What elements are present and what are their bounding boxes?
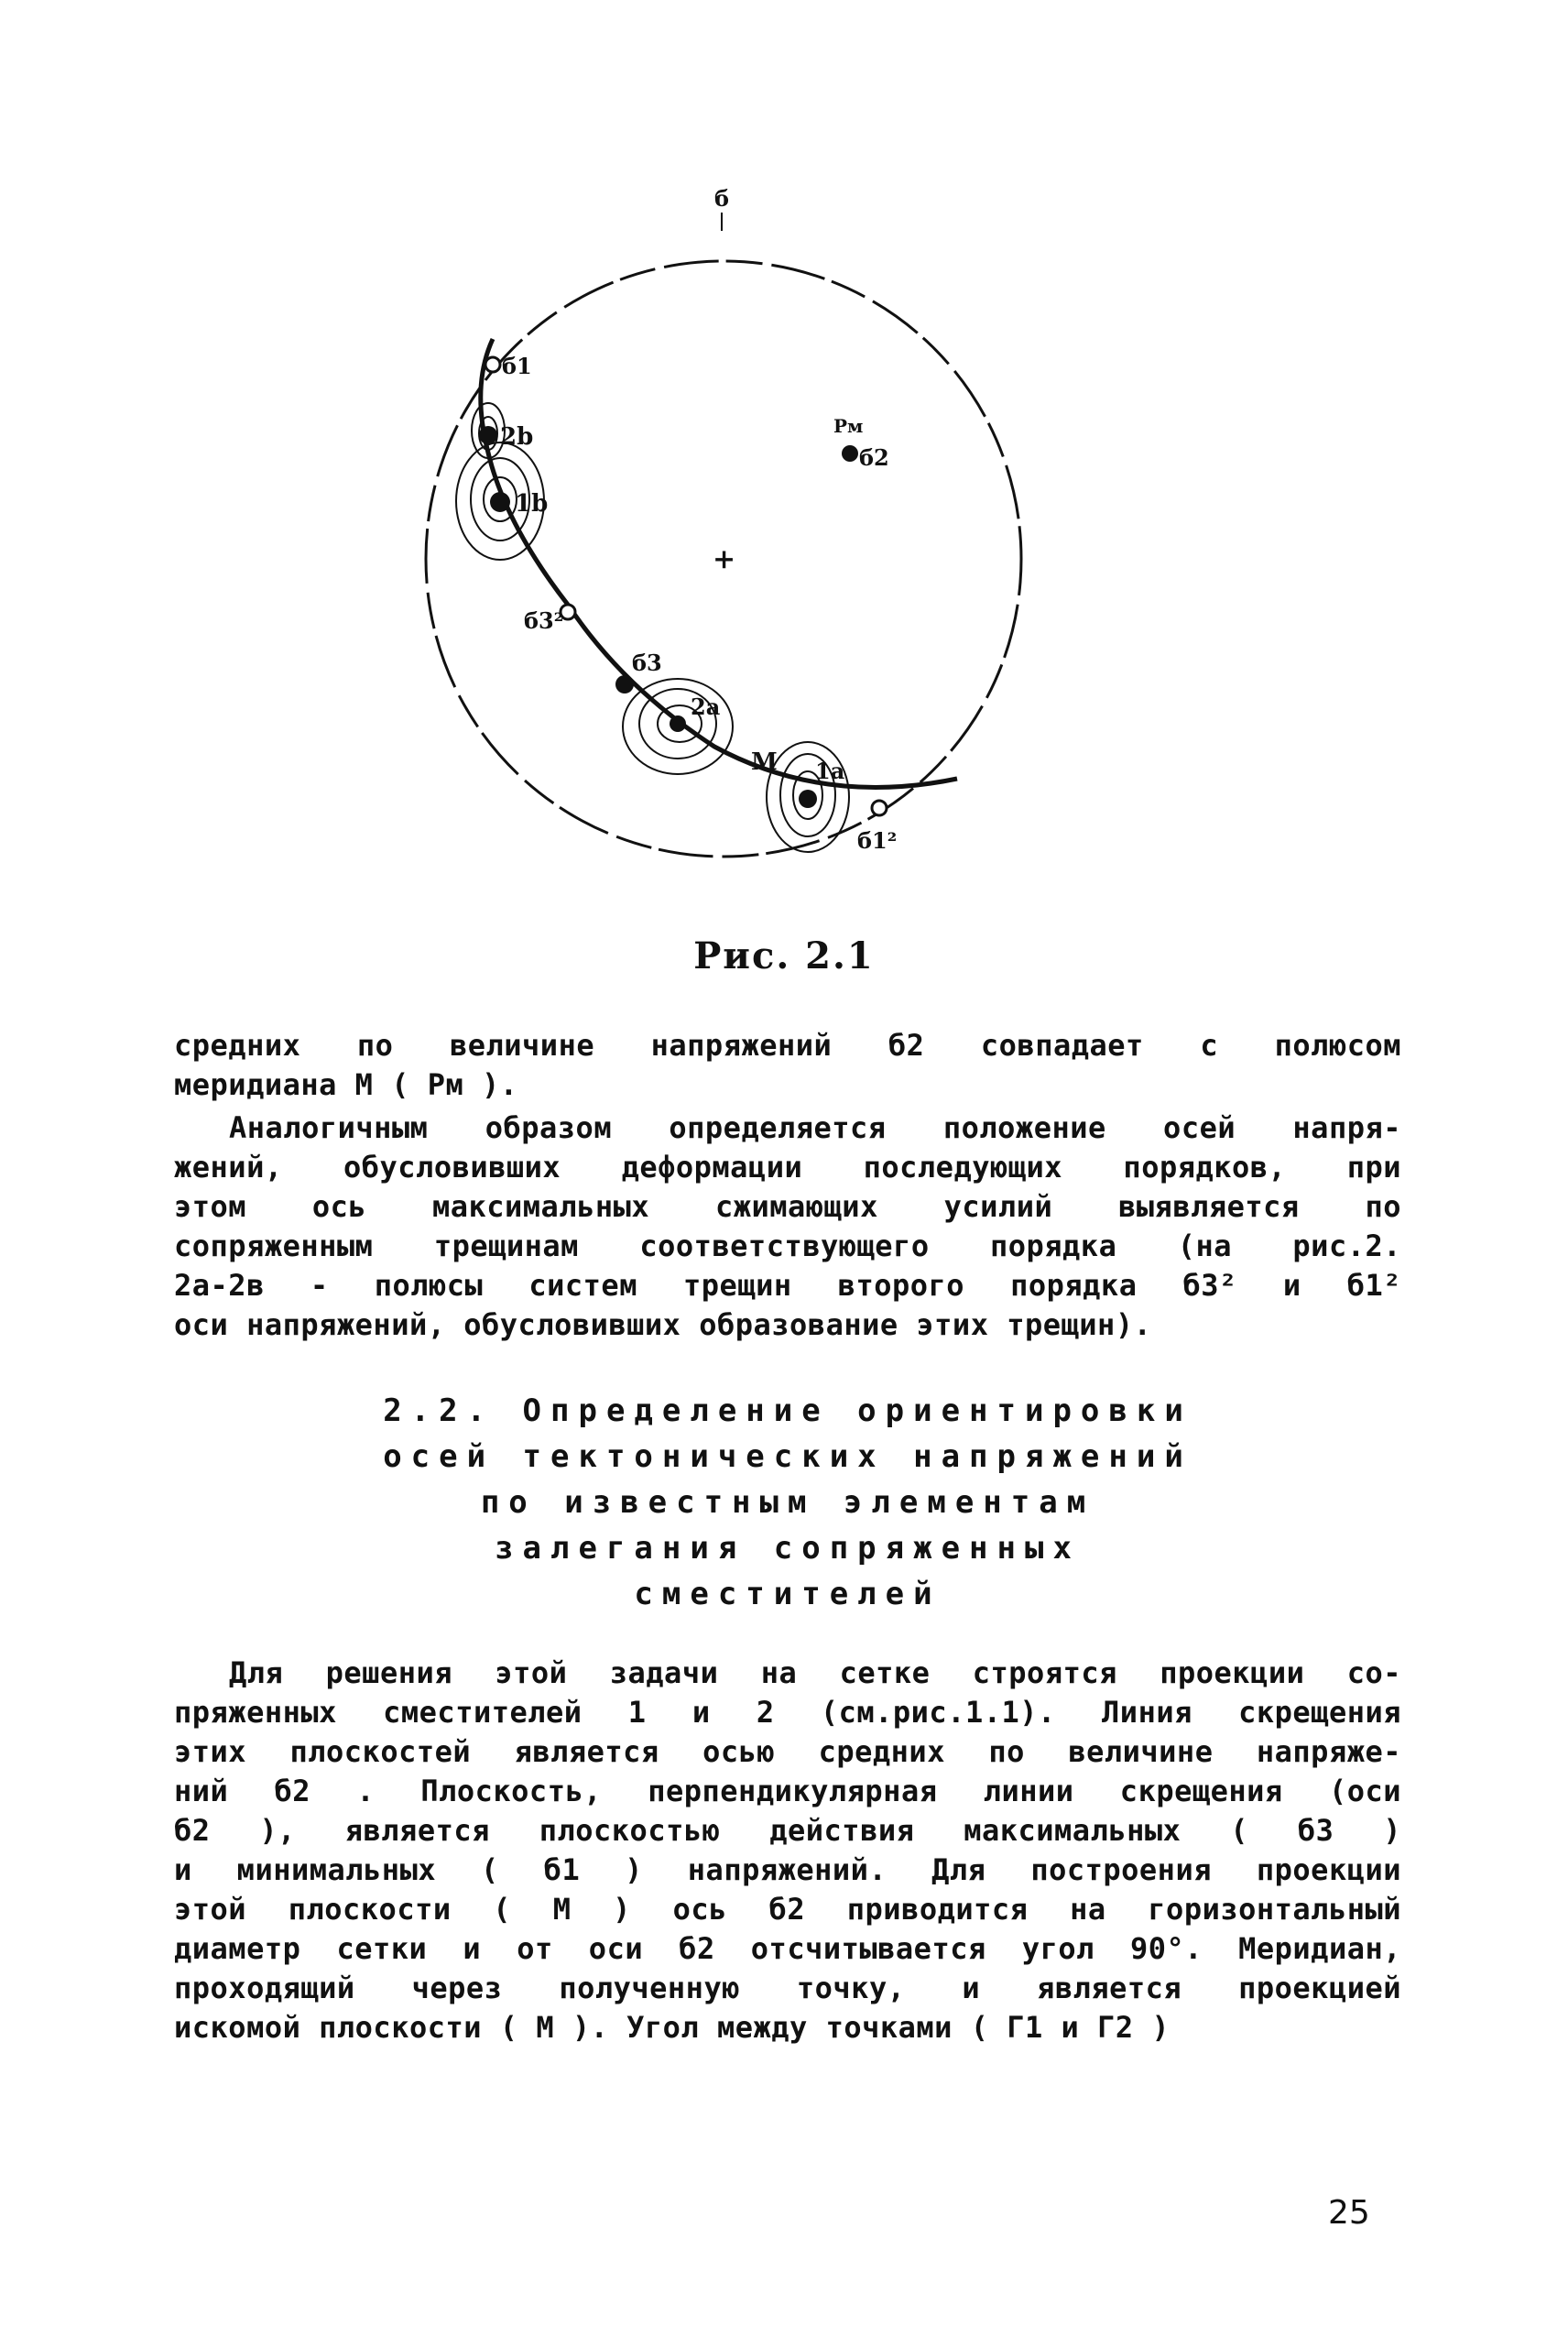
meridian-M-label: M <box>751 748 778 776</box>
para2-line: жений, обусловивших деформации последующих порядков, при <box>174 1150 1401 1185</box>
para3-line: диаметр сетки и от оси б2 отсчитывается угол 90°. Меридиан, <box>174 1931 1401 1966</box>
sigma2-label: б2 <box>859 444 889 471</box>
para3-line: искомой плоскости ( М ). Угол между точками ( Г1 и Г2 ) <box>174 2010 1171 2045</box>
heading-line: по известным элементам <box>480 1484 1095 1521</box>
sigma1-point <box>485 357 500 372</box>
pole-Pm-point <box>842 445 858 462</box>
sigma3-point <box>615 675 634 693</box>
para2-line: этом ось максимальных сжимающих усилий выявляется по <box>174 1189 1401 1224</box>
para2-line: оси напряжений, обусловивших образование этих трещин). <box>174 1307 1152 1342</box>
paragraph-2 <box>174 1108 1401 1345</box>
para1-line: меридиана М ( Pм ). <box>174 1067 518 1102</box>
stereonet-figure <box>385 174 1062 889</box>
sigma1-second-label: б1² <box>857 827 898 854</box>
pole-1a-point <box>799 790 817 808</box>
pole-1b-point <box>490 492 510 512</box>
heading-line: 2.2. Определение ориентировки <box>383 1392 1192 1429</box>
sigma1-label: б1 <box>502 353 532 379</box>
para3-line: и минимальных ( б1 ) напряжений. Для построения проекции <box>174 1852 1401 1887</box>
sigma3-second-label: б3² <box>524 607 564 634</box>
para3-line: Для решения этой задачи на сетке строятся проекции со- <box>229 1655 1401 1690</box>
pole-1b-label: 1b <box>515 490 549 518</box>
pole-Pm-label: Pм <box>833 415 864 437</box>
sigma1-second-point <box>872 801 887 815</box>
heading-line: осей тектонических напряжений <box>383 1438 1192 1475</box>
stereonet-svg <box>385 174 1062 889</box>
north-tick-label: б <box>714 185 730 212</box>
para3-line: б2 ), является плоскостью действия максимальных ( б3 ) <box>174 1813 1401 1848</box>
page-number: 25 <box>1328 2194 1370 2232</box>
pole-2a-point <box>670 715 686 732</box>
figure-caption: Рис. 2.1 <box>693 934 875 977</box>
pole-2a-label: 2a <box>691 693 721 720</box>
section-heading <box>174 1388 1401 1617</box>
para3-line: проходящий через полученную точку, и является проекцией <box>174 1971 1401 2005</box>
center-mark: + <box>713 543 736 575</box>
para2-line: Аналогичным образом определяется положение осей напря- <box>229 1110 1401 1145</box>
heading-line: залегания сопряженных <box>495 1530 1081 1567</box>
para3-line: этой плоскости ( М ) ось б2 приводится на горизонтальный <box>174 1892 1401 1927</box>
pole-1a-label: 1a <box>815 758 845 784</box>
para3-line: ний б2 . Плоскость, перпендикулярная линии скрещения (оси <box>174 1774 1401 1808</box>
para2-line: 2а-2в - полюсы систем трещин второго порядка б3² и б1² <box>174 1268 1401 1303</box>
paragraph-3 <box>174 1654 1401 2048</box>
para1-line: средних по величине напряжений б2 совпадает с полюсом <box>174 1028 1401 1063</box>
paragraph-1 <box>174 1026 1401 1105</box>
para3-line: пряженных сместителей 1 и 2 (см.рис.1.1). Линия скрещения <box>174 1695 1401 1730</box>
para3-line: этих плоскостей является осью средних по величине напряже- <box>174 1734 1401 1769</box>
para2-line: сопряженным трещинам соответствующего порядка (на рис.2. <box>174 1229 1401 1263</box>
pole-2b-label: 2b <box>500 423 534 451</box>
pole-2b-point <box>479 426 497 444</box>
sigma3-label: б3 <box>632 650 662 676</box>
heading-line: сместителей <box>634 1576 942 1612</box>
